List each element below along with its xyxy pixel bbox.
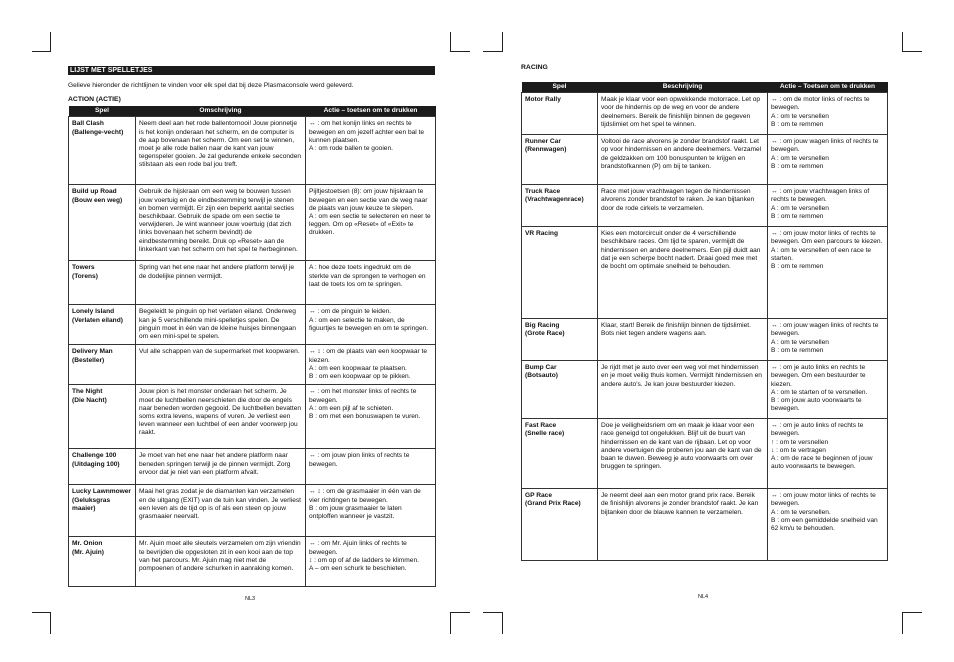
table-row — [522, 489, 888, 561]
table-row — [69, 117, 436, 185]
game-name-cell: Lucky Lawnmower (Geluksgras maaier) — [69, 485, 136, 537]
crop-mark — [903, 51, 922, 52]
table-row — [69, 345, 436, 385]
game-name-cell: Lonely Island (Verlaten eiland) — [69, 305, 136, 345]
page-left — [68, 66, 435, 587]
table-row — [522, 185, 888, 227]
crop-mark — [451, 51, 470, 52]
crop-mark — [50, 612, 51, 634]
page-number: NL4 — [698, 594, 709, 600]
category-title: RACING — [521, 64, 548, 71]
crop-mark — [450, 32, 451, 52]
game-name-cell: Build up Road (Bouw een weg) — [69, 185, 136, 261]
crop-mark — [903, 612, 922, 613]
crop-mark — [32, 51, 51, 52]
category-title: ACTION (ACTIE) — [68, 96, 121, 104]
game-description-cell: Neem deel aan het rode ballentornooi! Jouw pionnetje is het konijn onderaan het scherm, en de computer is de aap bovenaan het scherm. Om een set te winnen, moet je alle rode ballen naar de kant van jouw tegenspeler gooien. Je zal gedurende enkele seconden stilstaan als een rode bal jou treft. — [136, 117, 306, 185]
table-row — [69, 485, 436, 537]
game-name-cell: Challenge 100 (Uitdaging 100) — [69, 449, 136, 485]
game-name-cell: VR Racing — [522, 227, 598, 319]
crop-mark — [50, 32, 51, 52]
crop-mark — [483, 612, 502, 613]
crop-mark — [902, 32, 903, 52]
crop-mark — [451, 612, 470, 613]
column-header: Spel — [522, 82, 598, 93]
game-description-cell: Voltooi de race alvorens je zonder brandstof raakt. Let op voor hindernissen en andere deelnemers. Verzamel de geldzakken om 100 bonuspunten te krijgen en brandstofkannen (P) om bij te tanken. — [598, 135, 768, 185]
table-row — [522, 93, 888, 135]
game-name-cell: Towers (Torens) — [69, 261, 136, 305]
game-name-cell: Delivery Man (Besteller) — [69, 345, 136, 385]
game-action-cell: ↔ : om jouw wagen links of rechts te bewegen. A : om te versnellen B : om te remmen — [768, 319, 888, 361]
game-action-cell: ↔ : om de motor links of rechts te bewegen. A : om te versnellen B : om te remmen — [768, 93, 888, 135]
game-description-cell: Klaar, start! Bereik de finishlijn binnen de tijdslimiet. Bots niet tegen andere wagens aan. — [598, 319, 768, 361]
game-action-cell: ↔ : om je auto links en rechts te bewegen. Om een bestuurder te kiezen. A : om te starten of te versnellen. B : om jouw auto voorwaarts te bewegen. — [768, 361, 888, 419]
game-name-cell: Fast Race (Snelle race) — [522, 419, 598, 489]
crop-mark — [502, 612, 503, 634]
column-header: Actie – Toetsen om te drukken — [768, 82, 888, 93]
game-name-cell: Runner Car (Rennwagen) — [522, 135, 598, 185]
crop-mark — [502, 32, 503, 52]
table-header-row — [522, 82, 888, 93]
game-description-cell: Begeleidt te pinguin op het verlaten eiland. Onderweg kan je 5 verschillende mini-spelletjes spelen. De pinguin moet in één van de kleine huisjes binnengaan om een mini-spel te spelen. — [136, 305, 306, 345]
game-description-cell: Spring van het ene naar het andere platform terwijl je de dodelijke pinnen vermijdt. — [136, 261, 306, 305]
game-description-cell: Doe je veiligheidsriem om en maak je klaar voor een race geneigd tot ongelukken. Blijf uit de buurt van hindernissen en de kant van de rijbaan. Let op voor andere voertuigen die proberen jou aan de kant van de baan te duwen. Beweeg je auto voorwaarts om over bruggen te springen. — [598, 419, 768, 489]
game-action-cell: ↔ : om Mr. Ajuin links of rechts te bewegen. ↕ : om op of af de ladders te klimmen. A – om een schurk te beschieten. — [306, 537, 436, 587]
intro-text: Gelieve hieronder de richtlijnen te vinden voor elk spel dat bij deze Plasmaconsole werd geleverd. — [68, 82, 354, 89]
table-header-row — [69, 106, 436, 117]
page-right — [521, 64, 887, 561]
column-header: Omschrijving — [136, 106, 306, 117]
game-description-cell: Je neemt deel aan een motor grand prix race. Bereik de finishlijn alvorens je zonder brandstof raakt. Je kan bijtanken door de blauwe kannen te verzamelen. — [598, 489, 768, 561]
game-description-cell: Mr. Ajuin moet alle sleutels verzamelen om zijn vriendin te bevrijden die opgesloten zit in een kooi aan de top van het parcours. Mr. Ajuin mag niet met de pompoenen of andere schurken in aanraking komen. — [136, 537, 306, 587]
game-action-cell: ↔ : om de pinguin te leiden. A : om een selectie te maken, de figuurtjes te bewegen en om te springen. — [306, 305, 436, 345]
games-table — [68, 106, 436, 587]
game-action-cell: ↔ ↕ : om de plaats van een koopwaar te kiezen. A : om een koopwaar te plaatsen. B : om een koopwaar op te pikken. — [306, 345, 436, 385]
game-name-cell: The Night (Die Nacht) — [69, 385, 136, 449]
game-description-cell: Je rijdt met je auto over een weg vol met hindernissen en je moet veilig thuis komen. Vermijdt hindernissen en andere auto's. Je kan jouw bestuurder kiezen. — [598, 361, 768, 419]
game-name-cell: Ball Clash (Ballenge-vecht) — [69, 117, 136, 185]
game-name-cell: Big Racing (Grote Race) — [522, 319, 598, 361]
page-number: NL3 — [245, 596, 256, 602]
table-row — [69, 537, 436, 587]
games-table — [521, 82, 888, 561]
game-action-cell: ↔ : om het monster links of rechts te bewegen. A : om een pijl af te schieten. B : om met een bonuswapen te vuren. — [306, 385, 436, 449]
column-header: Spel — [69, 106, 136, 117]
game-action-cell: ↔ : om jouw wagen links of rechts te bewegen. A : om te versnellen B : om te remmen — [768, 135, 888, 185]
section-title: LIJST MET SPELLETJES — [68, 66, 435, 75]
table-row — [522, 319, 888, 361]
game-action-cell: ↔ : om jouw pion links of rechts te bewegen. — [306, 449, 436, 485]
crop-mark — [450, 612, 451, 634]
game-action-cell: ↔ : om het konijn links en rechts te bewegen en om jezelf achter een bal te kunnen plaatsen. A : om rode ballen te gooien. — [306, 117, 436, 185]
game-description-cell: Jouw pion is het monster onderaan het scherm. Je moet de luchtbellen neerschieten die door de engels naar beneden worden gegooid. De luchtbellen bevatten soms extra levens, wapens of vuren. Je verliest een leven wanneer een luchtbel of een ander voorwerp jou raakt. — [136, 385, 306, 449]
table-row — [69, 305, 436, 345]
table-row — [69, 185, 436, 261]
game-description-cell: Gebruik de hijskraan om een weg te bouwen tussen jouw voertuig en de eindbestemming terwijl je stenen en bomen vermijdt. Er zijn een beperkt aantal secties beschikbaar. Gebruik de spade om een sectie te verwijderen. Je wint wanneer jouw voertuig (dat zich links bovenaan het scherm bevindt) de eindbestemming bereikt. Druk op «Reset» aan de linkerkant van het scherm om het spel te herbeginnen. — [136, 185, 306, 261]
crop-mark — [32, 612, 51, 613]
game-action-cell: ↔ : om jouw motor links of rechts te bewegen. A : om te versnellen. B : om een gemiddelde snelheid van 62 km/u te behouden. — [768, 489, 888, 561]
game-action-cell: ↔ ↕ : om de grasmaaier in één van de vier richtingen te bewegen. B : om jouw grasmaaier te laten ontploffen wanneer je vastzit. — [306, 485, 436, 537]
game-description-cell: Maai het gras zodat je de diamanten kan verzamelen en de uitgang (EXIT) van de tuin kan vinden. Je verliest een leven als de tijd op is of als een steen op jouw grasmaaier neervalt. — [136, 485, 306, 537]
game-action-cell: ↔ : om je auto links of rechts te bewegen. ↑ : om te versnellen ↓ : om te vertragen A : om de race te beginnen of jouw auto voorwaarts te bewegen. — [768, 419, 888, 489]
game-name-cell: GP Race (Grand Prix Race) — [522, 489, 598, 561]
column-header: Actie – toetsen om te drukken — [306, 106, 436, 117]
game-action-cell: A : hoe deze toets ingedrukt om de sterkte van de sprongen te verhogen en laat de toets los om te springen. — [306, 261, 436, 305]
game-name-cell: Mr. Onion (Mr. Ajuin) — [69, 537, 136, 587]
game-description-cell: Vul alle schappen van de supermarket met koopwaren. — [136, 345, 306, 385]
column-header: Beschrijving — [598, 82, 768, 93]
table-row — [522, 361, 888, 419]
game-description-cell: Race met jouw vrachtwagen tegen de hindernissen alvorens zonder brandstof te raken. Je kan bijtanken door de rode cirkels te verzamelen. — [598, 185, 768, 227]
game-description-cell: Je moet van het ene naar het andere platform naar beneden springen terwijl je de pinnen vermijdt. Zorg ervoor dat je niet van een platform afvalt. — [136, 449, 306, 485]
crop-mark — [902, 612, 903, 634]
game-action-cell: ↔ : om jouw motor links of rechts te bewegen. Om een parcours te kiezen. A : om te versnellen of een race te starten. B : om te remmen — [768, 227, 888, 319]
table-row — [69, 449, 436, 485]
table-row — [522, 135, 888, 185]
game-name-cell: Bump Car (Botsauto) — [522, 361, 598, 419]
table-row — [69, 385, 436, 449]
game-action-cell: Pijltjestoetsen (8): om jouw hijskraan te bewegen en een sectie van de weg naar de plaats van jouw keuze te slepen. A : om een sectie te selecteren en neer te leggen. Om op «Reset» of «Exit» te drukken. — [306, 185, 436, 261]
game-name-cell: Truck Race (Vrachtwagenrace) — [522, 185, 598, 227]
table-row — [522, 419, 888, 489]
game-action-cell: ↔ : om jouw vrachtwagen links of rechts te bewegen. A : om te versnellen B : om te remmen — [768, 185, 888, 227]
crop-mark — [483, 51, 502, 52]
game-description-cell: Kies een motorcircuit onder de 4 verschillende beschikbare races. Om tijd te sparen, vermijdt de hindernissen en andere deelnemers. Een pijl duidt aan dat je een scherpe bocht nadert. Draai goed mee met de bocht om optimale snelheid te behouden. — [598, 227, 768, 319]
table-row — [522, 227, 888, 319]
table-row — [69, 261, 436, 305]
game-name-cell: Motor Rally — [522, 93, 598, 135]
game-description-cell: Maak je klaar voor een opwekkende motorrace. Let op voor de hindernis op de weg en voor de andere deelnemers. Bereik de finishlijn binnen de gegeven tijdslimiet om het spel te winnen. — [598, 93, 768, 135]
